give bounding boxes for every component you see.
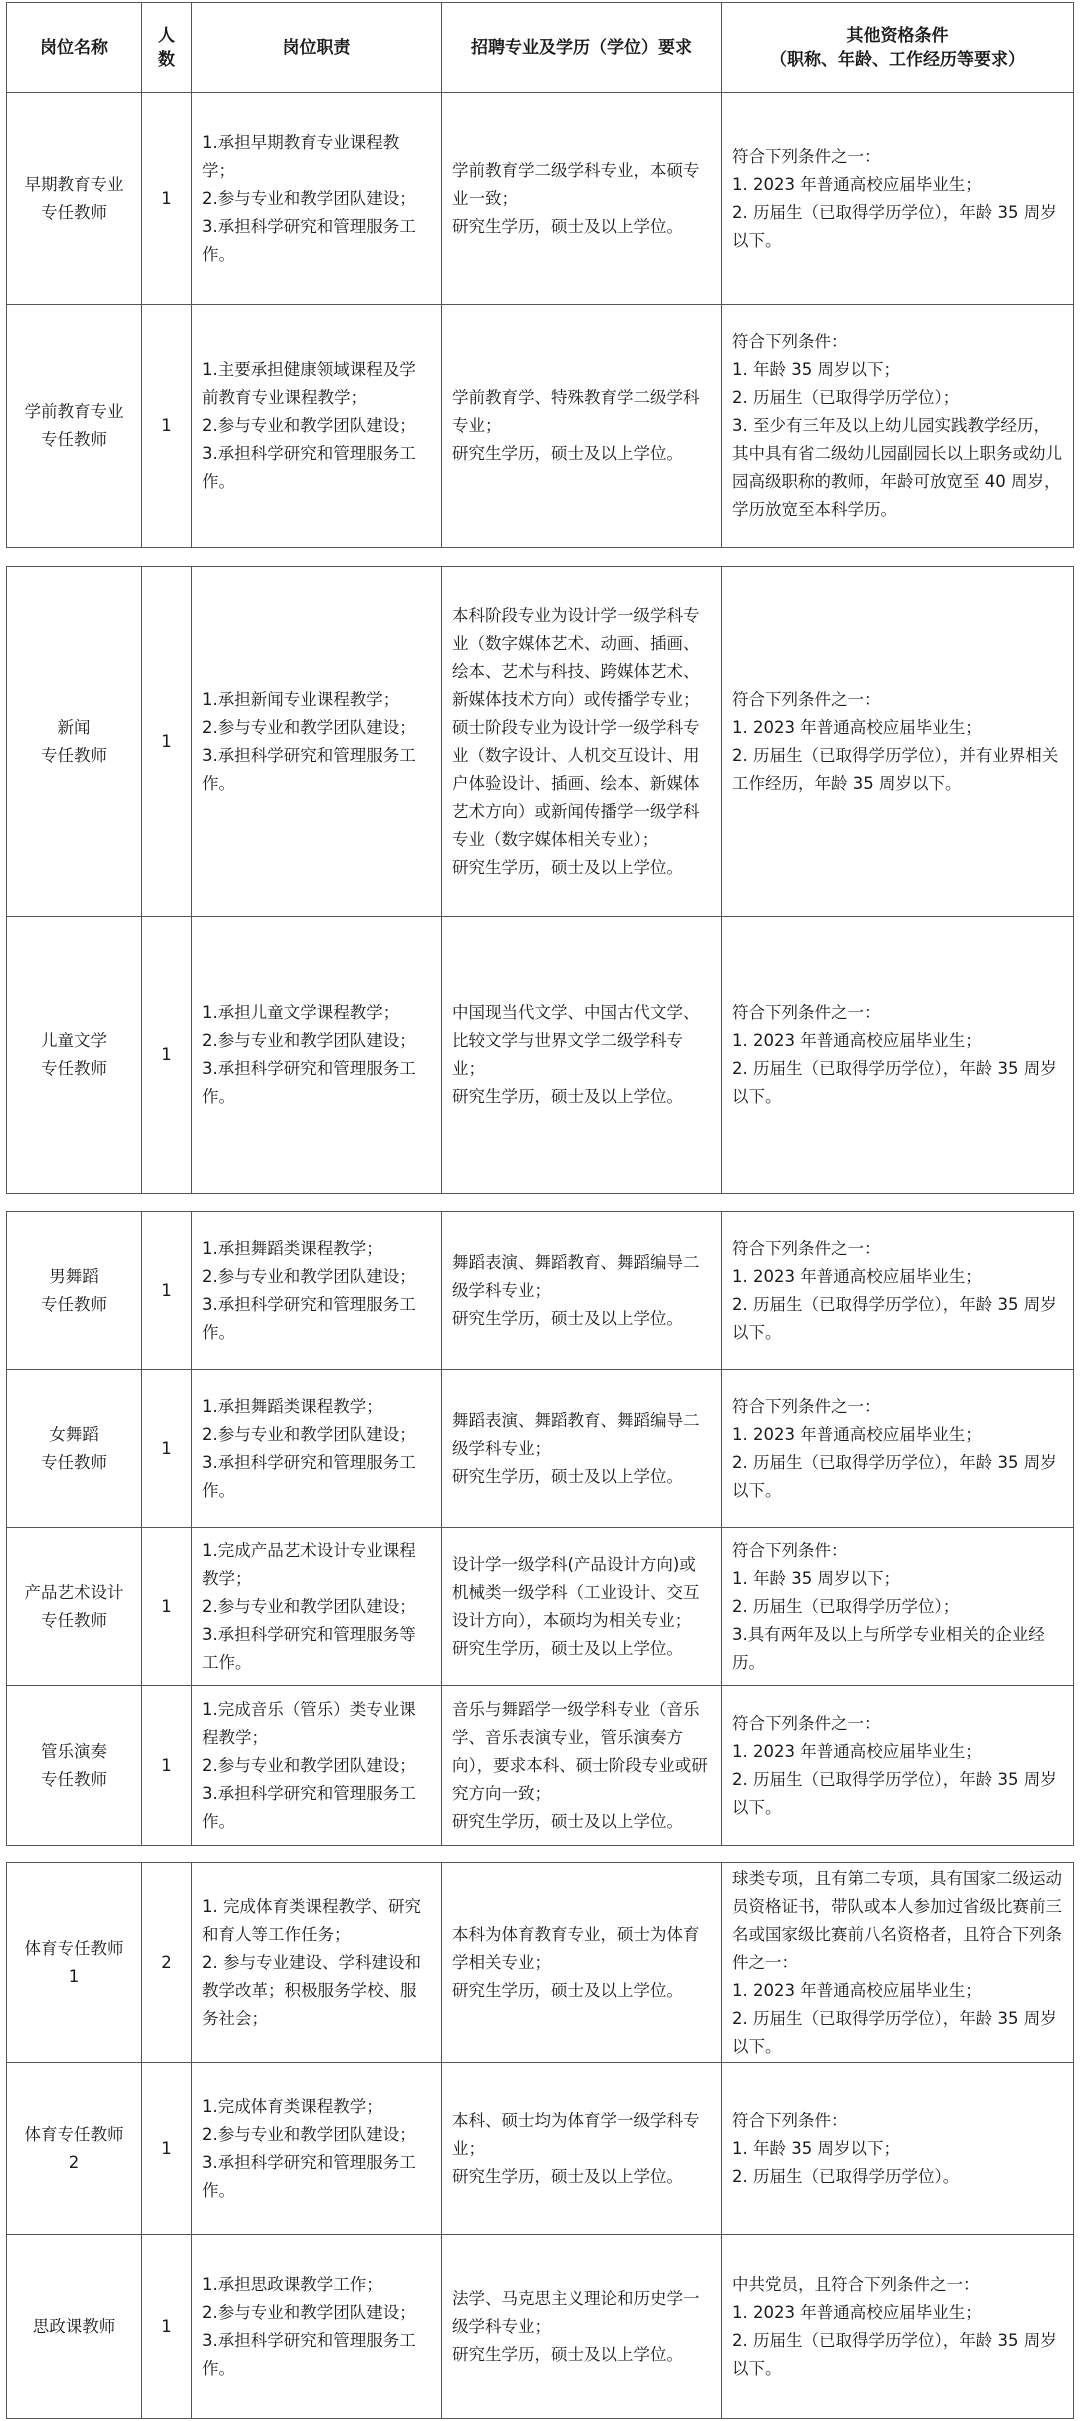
cell-line: 3.承担科学研究和管理服务工作。 xyxy=(202,216,416,264)
duties-cell xyxy=(192,917,442,1194)
other-conditions-cell xyxy=(722,917,1074,1194)
cell-line: 学前教育学二级学科专业，本硕专业一致； xyxy=(452,160,700,208)
cell-line: 学前教育学、特殊教育学二级学科专业； xyxy=(452,388,700,435)
cell-line: 3.承担科学研究和管理服务工作。 xyxy=(202,745,416,793)
table-segment-1 xyxy=(6,2,1073,547)
cell-line: 2. 历届生（已取得学历学位），年龄 35 周岁以下。 xyxy=(732,1769,1057,1817)
count-cell: 1 xyxy=(142,1528,192,1686)
cell-line: 2. 历届生（已取得学历学位）。 xyxy=(732,2166,960,2186)
table-row xyxy=(7,1863,1074,2063)
cell-line: 符合下列条件之一： xyxy=(732,1713,881,1733)
cell-line: 1.承担早期教育专业课程教学； xyxy=(202,132,400,180)
cell-line: 研究生学历，硕士及以上学位。 xyxy=(452,857,683,877)
table-segment-4 xyxy=(6,1862,1073,2418)
cell-line: 1. 2023 年普通高校应届毕业生； xyxy=(732,2302,982,2322)
cell-line: 专任教师 xyxy=(41,430,107,449)
count-cell: 1 xyxy=(142,1370,192,1528)
other-conditions-cell xyxy=(722,1863,1074,2063)
other-conditions-cell xyxy=(722,1528,1074,1686)
table-segment-2 xyxy=(6,566,1073,1193)
cell-line: 2.参与专业和教学团队建设； xyxy=(202,416,416,435)
major-cell xyxy=(442,1686,722,1846)
count-cell: 1 xyxy=(142,567,192,917)
count-cell: 1 xyxy=(142,305,192,548)
cell-line: 男舞蹈 xyxy=(49,1266,99,1286)
cell-line: 数 xyxy=(158,49,175,70)
position-name-cell xyxy=(7,1863,142,2063)
cell-line: 符合下列条件： xyxy=(732,1540,848,1560)
cell-line: 2. 历届生（已取得学历学位）； xyxy=(732,388,960,407)
table-row xyxy=(7,305,1074,548)
cell-line: 2.参与专业和教学团队建设； xyxy=(202,1596,416,1616)
table-row xyxy=(7,1686,1074,1846)
table-segment-3 xyxy=(6,1211,1073,1845)
cell-line: 1.主要承担健康领域课程及学前教育专业课程教学； xyxy=(202,360,416,407)
header-duties: 岗位职责 xyxy=(192,3,442,93)
table-row xyxy=(7,1528,1074,1686)
cell-line: 1.承担儿童文学课程教学； xyxy=(202,1003,400,1022)
position-name-cell xyxy=(7,93,142,305)
position-name-cell xyxy=(7,1686,142,1846)
cell-line: 中国现当代文学、中国古代文学、比较文学与世界文学二级学科专业； xyxy=(452,1003,700,1078)
cell-line: 1.承担思政课教学工作； xyxy=(202,2274,383,2294)
cell-line: 2. 历届生（已取得学历学位），年龄 35 周岁以下。 xyxy=(732,202,1057,250)
header-other xyxy=(722,3,1074,93)
position-name-cell xyxy=(7,305,142,548)
cell-line: 1.承担舞蹈类课程教学； xyxy=(202,1238,383,1258)
duties-cell xyxy=(192,1686,442,1846)
cell-line: 3.承担科学研究和管理服务工作。 xyxy=(202,444,416,491)
cell-line: 研究生学历，硕士及以上学位。 xyxy=(452,1638,683,1658)
cell-line: 球类专项，且有第二专项，具有国家二级运动员资格证书，带队或本人参加过省级比赛前三名或国家级比赛前八名资格者，且符合下列条件之一： xyxy=(732,1868,1062,1972)
duties-cell xyxy=(192,1370,442,1528)
cell-line: 3.承担科学研究和管理服务工作。 xyxy=(202,2330,416,2378)
other-conditions-cell xyxy=(722,1212,1074,1370)
cell-line: 女舞蹈 xyxy=(49,1424,99,1444)
table-row xyxy=(7,1370,1074,1528)
table-row xyxy=(7,917,1074,1194)
cell-line: 符合下列条件之一： xyxy=(732,689,881,709)
cell-line: 1.完成音乐（管乐）类专业课程教学； xyxy=(202,1699,416,1747)
cell-line: 早期教育专业 xyxy=(24,174,124,194)
cell-line: 法学、马克思主义理论和历史学一级学科专业； xyxy=(452,2288,700,2336)
header-row xyxy=(7,3,1074,93)
cell-line: 研究生学历，硕士及以上学位。 xyxy=(452,1980,683,2000)
cell-line: 符合下列条件之一： xyxy=(732,1003,881,1022)
cell-line: 2. 参与专业建设、学科建设和教学改革；积极服务学校、服务社会； xyxy=(202,1952,421,2028)
cell-line: 专任教师 xyxy=(41,1610,107,1630)
cell-line: 2.参与专业和教学团队建设； xyxy=(202,1755,416,1775)
cell-line: 产品艺术设计 xyxy=(24,1582,124,1602)
cell-line: 3.具有两年及以上与所学专业相关的企业经历。 xyxy=(732,1624,1045,1672)
cell-line: 2. 历届生（已取得学历学位），年龄 35 周岁以下。 xyxy=(732,2330,1057,2378)
cell-line: 1. 2023 年普通高校应届毕业生； xyxy=(732,174,982,194)
cell-line: 专任教师 xyxy=(41,1769,107,1789)
major-cell xyxy=(442,1528,722,1686)
cell-line: 3.承担科学研究和管理服务工作。 xyxy=(202,1059,416,1106)
position-name-cell xyxy=(7,1212,142,1370)
table-row xyxy=(7,93,1074,305)
cell-line: 思政课教师 xyxy=(32,2316,116,2336)
cell-line: 本科、硕士均为体育学一级学科专业； xyxy=(452,2110,700,2158)
cell-line: 1. 2023 年普通高校应届毕业生； xyxy=(732,1424,982,1444)
cell-line: 本科阶段专业为设计学一级学科专业（数字媒体艺术、动画、插画、绘本、艺术与科技、跨媒体艺术、新媒体技术方向）或传播学专业； xyxy=(452,605,700,709)
cell-line: 3.承担科学研究和管理服务工作。 xyxy=(202,1452,416,1500)
cell-line: 舞蹈表演、舞蹈教育、舞蹈编导二级学科专业； xyxy=(452,1410,700,1458)
major-cell xyxy=(442,567,722,917)
cell-line: 2 xyxy=(68,2152,80,2172)
cell-line: 1.承担舞蹈类课程教学； xyxy=(202,1396,383,1416)
cell-line: 1.承担新闻专业课程教学； xyxy=(202,689,400,709)
major-cell xyxy=(442,2063,722,2235)
cell-line: 研究生学历，硕士及以上学位。 xyxy=(452,2344,683,2364)
cell-line: 体育专任教师 xyxy=(24,1938,124,1958)
cell-line: 2.参与专业和教学团队建设； xyxy=(202,2302,416,2322)
recruitment-table xyxy=(6,566,1074,1194)
cell-line: 1. 2023 年普通高校应届毕业生； xyxy=(732,1031,982,1050)
cell-line: 3.承担科学研究和管理服务等工作。 xyxy=(202,1624,416,1672)
cell-line: 研究生学历，硕士及以上学位。 xyxy=(452,1087,683,1106)
cell-line: 1. 2023 年普通高校应届毕业生； xyxy=(732,1741,982,1761)
recruitment-table xyxy=(6,1862,1074,2419)
cell-line: 研究生学历，硕士及以上学位。 xyxy=(452,1466,683,1486)
other-conditions-cell xyxy=(722,2235,1074,2419)
position-name-cell xyxy=(7,917,142,1194)
cell-line: 1.完成体育类课程教学； xyxy=(202,2096,383,2116)
count-cell: 2 xyxy=(142,1863,192,2063)
count-cell: 1 xyxy=(142,93,192,305)
cell-line: 3.承担科学研究和管理服务工作。 xyxy=(202,2152,416,2200)
cell-line: 专任教师 xyxy=(41,1059,107,1078)
cell-line: 1. 2023 年普通高校应届毕业生； xyxy=(732,1980,982,2000)
cell-line: 新闻 xyxy=(57,717,91,737)
cell-line: 本科为体育教育专业，硕士为体育学相关专业； xyxy=(452,1924,700,1972)
cell-line: 研究生学历，硕士及以上学位。 xyxy=(452,2166,683,2186)
cell-line: 2.参与专业和教学团队建设； xyxy=(202,2124,416,2144)
cell-line: 中共党员，且符合下列条件之一： xyxy=(732,2274,980,2294)
cell-line: 舞蹈表演、舞蹈教育、舞蹈编导二级学科专业； xyxy=(452,1252,700,1300)
cell-line: 专任教师 xyxy=(41,202,107,222)
cell-line: 研究生学历，硕士及以上学位。 xyxy=(452,444,683,463)
other-conditions-cell xyxy=(722,1686,1074,1846)
major-cell xyxy=(442,305,722,548)
duties-cell xyxy=(192,1863,442,2063)
duties-cell xyxy=(192,2235,442,2419)
position-name-cell xyxy=(7,1528,142,1686)
other-conditions-cell xyxy=(722,567,1074,917)
cell-line: 专任教师 xyxy=(41,1294,107,1314)
position-name-cell xyxy=(7,567,142,917)
other-conditions-cell xyxy=(722,2063,1074,2235)
major-cell xyxy=(442,1212,722,1370)
cell-line: 2.参与专业和教学团队建设； xyxy=(202,717,416,737)
major-cell xyxy=(442,1370,722,1528)
major-cell xyxy=(442,1863,722,2063)
cell-line: 3.承担科学研究和管理服务工作。 xyxy=(202,1783,416,1831)
cell-line: 专任教师 xyxy=(41,1452,107,1472)
cell-line: 2.参与专业和教学团队建设； xyxy=(202,1424,416,1444)
count-cell: 1 xyxy=(142,2235,192,2419)
cell-line: 音乐与舞蹈学一级学科专业（音乐学、音乐表演专业，管乐演奏方向），要求本科、硕士阶段专业或研究方向一致； xyxy=(452,1699,708,1803)
cell-line: 2. 历届生（已取得学历学位），年龄 35 周岁以下。 xyxy=(732,1452,1057,1500)
duties-cell xyxy=(192,2063,442,2235)
cell-line: 2. 历届生（已取得学历学位），并有业界相关工作经历，年龄 35 周岁以下。 xyxy=(732,745,1059,793)
duties-cell xyxy=(192,305,442,548)
cell-line: 专任教师 xyxy=(41,745,107,765)
cell-line: 管乐演奏 xyxy=(41,1741,107,1761)
cell-line: 研究生学历，硕士及以上学位。 xyxy=(452,1308,683,1328)
table-row xyxy=(7,2235,1074,2419)
cell-line: 1. 2023 年普通高校应届毕业生； xyxy=(732,1266,982,1286)
cell-line: 其他资格条件 xyxy=(846,25,949,46)
header-major: 招聘专业及学历（学位）要求 xyxy=(442,3,722,93)
count-cell: 1 xyxy=(142,1212,192,1370)
cell-line: 2. 历届生（已取得学历学位），年龄 35 周岁以下。 xyxy=(732,2008,1057,2056)
cell-line: 研究生学历，硕士及以上学位。 xyxy=(452,1811,683,1831)
cell-line: 符合下列条件： xyxy=(732,332,848,351)
cell-line: 体育专任教师 xyxy=(24,2124,124,2144)
cell-line: 2. 历届生（已取得学历学位），年龄 35 周岁以下。 xyxy=(732,1059,1057,1106)
table-row xyxy=(7,2063,1074,2235)
cell-line: 研究生学历，硕士及以上学位。 xyxy=(452,216,683,236)
duties-cell xyxy=(192,93,442,305)
cell-line: 设计学一级学科(产品设计方向)或机械类一级学科（工业设计、交互设计方向），本硕均为相关专业； xyxy=(452,1554,700,1630)
recruitment-table xyxy=(6,1211,1074,1846)
other-conditions-cell xyxy=(722,93,1074,305)
cell-line: 2. 历届生（已取得学历学位）； xyxy=(732,1596,960,1616)
cell-line: 1. 年龄 35 周岁以下； xyxy=(732,2138,900,2158)
cell-line: 1. 年龄 35 周岁以下； xyxy=(732,1568,900,1588)
cell-line: 2.参与专业和教学团队建设； xyxy=(202,188,416,208)
position-name-cell xyxy=(7,2063,142,2235)
duties-cell xyxy=(192,1528,442,1686)
cell-line: 3. 至少有三年及以上幼儿园实践教学经历，其中具有省二级幼儿园副园长以上职务或幼儿园高级职称的教师，年龄可放宽至 40 周岁，学历放宽至本科学历。 xyxy=(732,416,1062,519)
major-cell xyxy=(442,93,722,305)
cell-line: 2.参与专业和教学团队建设； xyxy=(202,1266,416,1286)
header-count xyxy=(142,3,192,93)
cell-line: 2. 历届生（已取得学历学位），年龄 35 周岁以下。 xyxy=(732,1294,1057,1342)
cell-line: 人 xyxy=(158,25,175,46)
cell-line: 1 xyxy=(68,1966,80,1986)
other-conditions-cell xyxy=(722,1370,1074,1528)
table-row xyxy=(7,1212,1074,1370)
cell-line: 符合下列条件之一： xyxy=(732,146,881,166)
cell-line: （职称、年龄、工作经历等要求） xyxy=(770,49,1025,70)
cell-line: 符合下列条件之一： xyxy=(732,1396,881,1416)
cell-line: 儿童文学 xyxy=(41,1031,107,1050)
cell-line: 硕士阶段专业为设计学一级学科专业（数字设计、人机交互设计、用户体验设计、插画、绘本、新媒体艺术方向）或新闻传播学一级学科专业（数字媒体相关专业）； xyxy=(452,717,700,849)
cell-line: 符合下列条件之一： xyxy=(732,1238,881,1258)
other-conditions-cell xyxy=(722,305,1074,548)
position-name-cell xyxy=(7,2235,142,2419)
cell-line: 1. 年龄 35 周岁以下； xyxy=(732,360,900,379)
cell-line: 3.承担科学研究和管理服务工作。 xyxy=(202,1294,416,1342)
cell-line: 1. 2023 年普通高校应届毕业生； xyxy=(732,717,982,737)
duties-cell xyxy=(192,1212,442,1370)
cell-line: 1. 完成体育类课程教学、研究和育人等工作任务； xyxy=(202,1896,421,1944)
count-cell: 1 xyxy=(142,917,192,1194)
count-cell: 1 xyxy=(142,1686,192,1846)
duties-cell xyxy=(192,567,442,917)
major-cell xyxy=(442,917,722,1194)
cell-line: 学前教育专业 xyxy=(24,402,124,421)
cell-line: 符合下列条件： xyxy=(732,2110,848,2130)
table-row xyxy=(7,567,1074,917)
count-cell: 1 xyxy=(142,2063,192,2235)
recruitment-table xyxy=(6,2,1074,548)
header-position-name: 岗位名称 xyxy=(7,3,142,93)
cell-line: 1.完成产品艺术设计专业课程教学； xyxy=(202,1540,416,1588)
position-name-cell xyxy=(7,1370,142,1528)
cell-line: 2.参与专业和教学团队建设； xyxy=(202,1031,416,1050)
major-cell xyxy=(442,2235,722,2419)
